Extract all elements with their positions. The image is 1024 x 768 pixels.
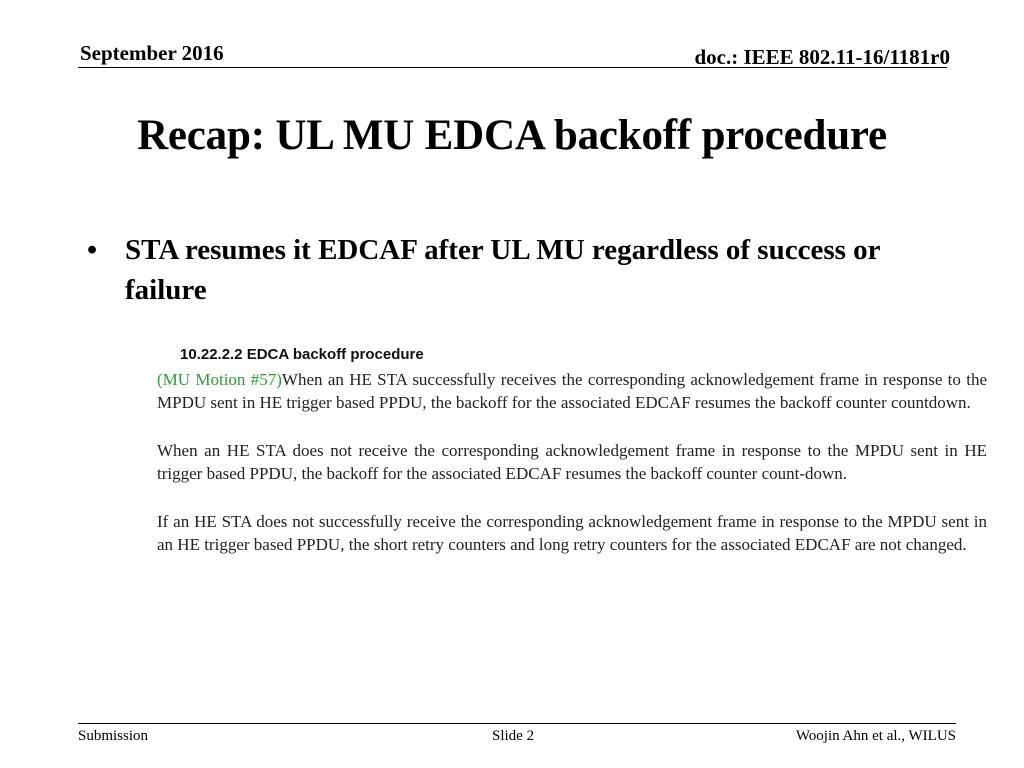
footer-divider [78, 723, 956, 724]
footer-submission: Submission [78, 728, 149, 744]
excerpt-paragraph-2: When an HE STA does not receive the corresponding acknowledgement frame in response to the MPDU sent in HE trigger based PPDU, the backoff for the associated EDCAF resumes the backoff counter count-down. [157, 440, 987, 483]
bullet-item-text: STA resumes it EDCAF after UL MU regardless of success or failure [125, 234, 880, 306]
footer-authors: Woojin Ahn et al., WILUS [795, 728, 956, 744]
motion-tag: (MU Motion #57) [157, 369, 282, 389]
header-doc-id: doc.: IEEE 802.11-16/1181r0 [694, 45, 950, 69]
header-date: September 2016 [80, 41, 224, 65]
excerpt-paragraph-3: If an HE STA does not successfully receive the corresponding acknowledgement frame in response to the MPDU sent in an HE trigger based PPDU, the short retry counters and long retry counters for the associated EDCAF are not changed. [157, 511, 987, 554]
excerpt-paragraph-1-text: When an HE STA successfully receives the corresponding acknowledgement frame in response to the MPDU sent in HE trigger based PPDU, the backoff for the associated EDCAF resumes the backoff counter countdown. [157, 369, 987, 412]
slide-title: Recap: UL MU EDCA backoff procedure [137, 112, 887, 159]
footer-slide-number: Slide 2 [492, 728, 535, 744]
excerpt-heading: 10.22.2.2 EDCA backoff procedure [180, 346, 424, 363]
header-divider [78, 67, 947, 68]
excerpt-paragraph-1 [157, 368, 987, 415]
bullet-icon: • [87, 234, 98, 266]
spec-excerpt [157, 343, 987, 581]
